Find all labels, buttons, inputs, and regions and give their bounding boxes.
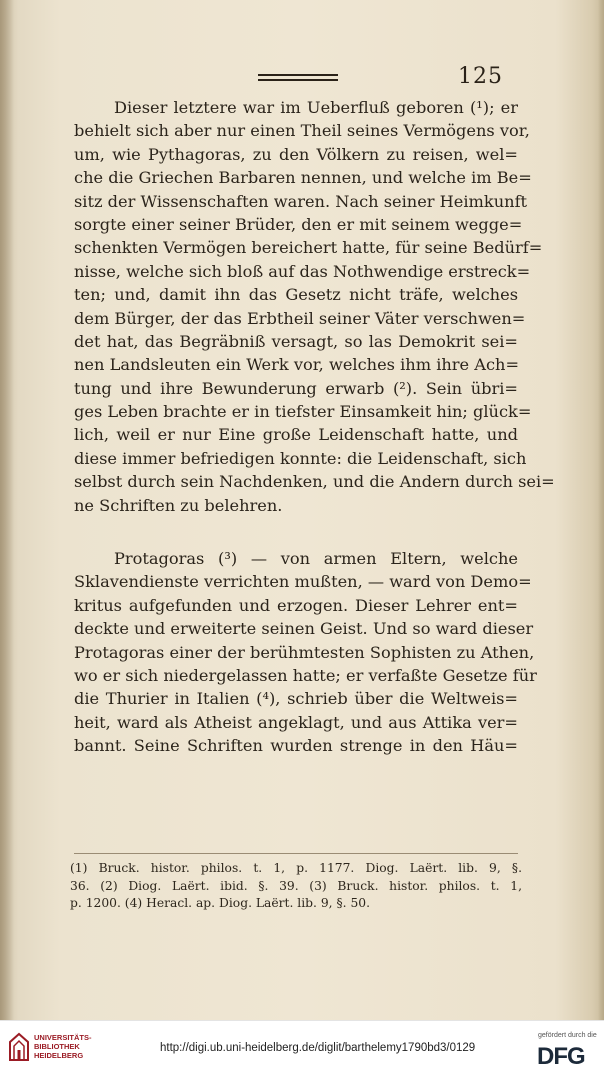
text-line: ges Leben brachte er in tiefster Einsamkeit hin; glück= bbox=[74, 402, 532, 422]
text-line: selbst durch sein Nachdenken, und die Andern durch sei= bbox=[74, 472, 555, 492]
header-rule-bottom bbox=[258, 79, 338, 81]
footnote-line: p. 1200. (4) Heracl. ap. Diog. Laërt. lib. 9, §. 50. bbox=[70, 896, 371, 910]
footnote-line: (1) Bruck. histor. philos. t. 1, p. 1177. Diog. Laërt. lib. 9, §. bbox=[70, 861, 522, 875]
text-line: kritus aufgefunden und erzogen. Dieser Lehrer ent= bbox=[74, 595, 518, 615]
page-number: 125 bbox=[458, 64, 503, 89]
header-rule-top bbox=[258, 74, 338, 76]
text-line: heit, ward als Atheist angeklagt, und aus Attika ver= bbox=[74, 712, 518, 732]
text-line: dem Bürger, der das Erbtheil seiner Väter verschwen= bbox=[74, 308, 526, 328]
university-name-line: UNIVERSITÄTS- bbox=[34, 1033, 92, 1042]
footnote-divider bbox=[74, 853, 518, 854]
text-line: behielt sich aber nur einen Theil seines Vermögens vor, bbox=[74, 121, 530, 141]
text-line: sitz der Wissenschaften waren. Nach seiner Heimkunft bbox=[74, 191, 528, 211]
university-library-logo-icon[interactable] bbox=[8, 1032, 30, 1062]
text-line: die Thurier in Italien (⁴), schrieb über die Weltweis= bbox=[74, 689, 518, 709]
text-line: deckte und erweiterte seinen Geist. Und so ward dieser bbox=[74, 619, 534, 639]
page-edge-shadow bbox=[598, 0, 604, 1020]
text-line: nisse, welche sich bloß auf das Nothwendige erstreck= bbox=[74, 261, 531, 281]
paragraph-1 bbox=[74, 96, 555, 517]
text-line: Protagoras einer der berühmtesten Sophisten zu Athen, bbox=[74, 642, 535, 662]
footnotes bbox=[70, 860, 522, 913]
text-line: det hat, das Begräbniß versagt, so las Demokrit sei= bbox=[74, 331, 518, 351]
text-line: lich, weil er nur Eine große Leidenschaft hatte, und bbox=[74, 425, 518, 445]
text-line: ne Schriften zu belehren. bbox=[74, 495, 283, 515]
text-line: che die Griechen Barbaren nennen, und welche im Be= bbox=[74, 168, 532, 188]
text-line: sorgte einer seiner Brüder, den er mit seinem wegge= bbox=[74, 214, 523, 234]
university-name-line: BIBLIOTHEK bbox=[34, 1042, 80, 1051]
paragraph-2 bbox=[74, 547, 537, 758]
viewer-footer bbox=[0, 1020, 604, 1074]
text-line: bannt. Seine Schriften wurden strenge in den Häu= bbox=[74, 736, 518, 756]
permalink-url[interactable]: http://digi.ub.uni-heidelberg.de/diglit/barthelemy1790bd3/0129 bbox=[160, 1042, 476, 1054]
text-line: tung und ihre Bewunderung erwarb (²). Sein übri= bbox=[74, 378, 518, 398]
text-line: Sklavendienste verrichten mußten, — ward von Demo= bbox=[74, 572, 532, 592]
text-line: ten; und, damit ihn das Gesetz nicht träfe, welches bbox=[74, 285, 518, 305]
text-line: nen Landsleuten ein Werk vor, welches ihm ihre Ach= bbox=[74, 355, 520, 375]
book-spine-shadow bbox=[0, 0, 14, 1020]
text-line: schenkten Vermögen bereichert hatte, für seine Bedürf= bbox=[74, 238, 543, 258]
text-line: Dieser letztere war im Ueberfluß geboren (¹); er bbox=[114, 98, 518, 117]
university-name-line: HEIDELBERG bbox=[34, 1051, 84, 1060]
body-text bbox=[74, 96, 555, 758]
text-line: wo er sich niedergelassen hatte; er verfaßte Gesetze für bbox=[74, 665, 537, 685]
footnote-line: 36. (2) Diog. Laërt. ibid. §. 39. (3) Bruck. histor. philos. t. 1, bbox=[70, 878, 522, 893]
funded-by-label: gefördert durch die bbox=[538, 1032, 597, 1039]
dfg-logo[interactable]: DFG bbox=[537, 1043, 585, 1070]
text-line: Protagoras (³) — von armen Eltern, welche bbox=[114, 549, 518, 569]
text-line: diese immer befriedigen konnte: die Leidenschaft, sich bbox=[74, 448, 527, 468]
text-line: um, wie Pythagoras, zu den Völkern zu reisen, wel= bbox=[74, 144, 518, 164]
university-library-name[interactable] bbox=[34, 1033, 92, 1060]
